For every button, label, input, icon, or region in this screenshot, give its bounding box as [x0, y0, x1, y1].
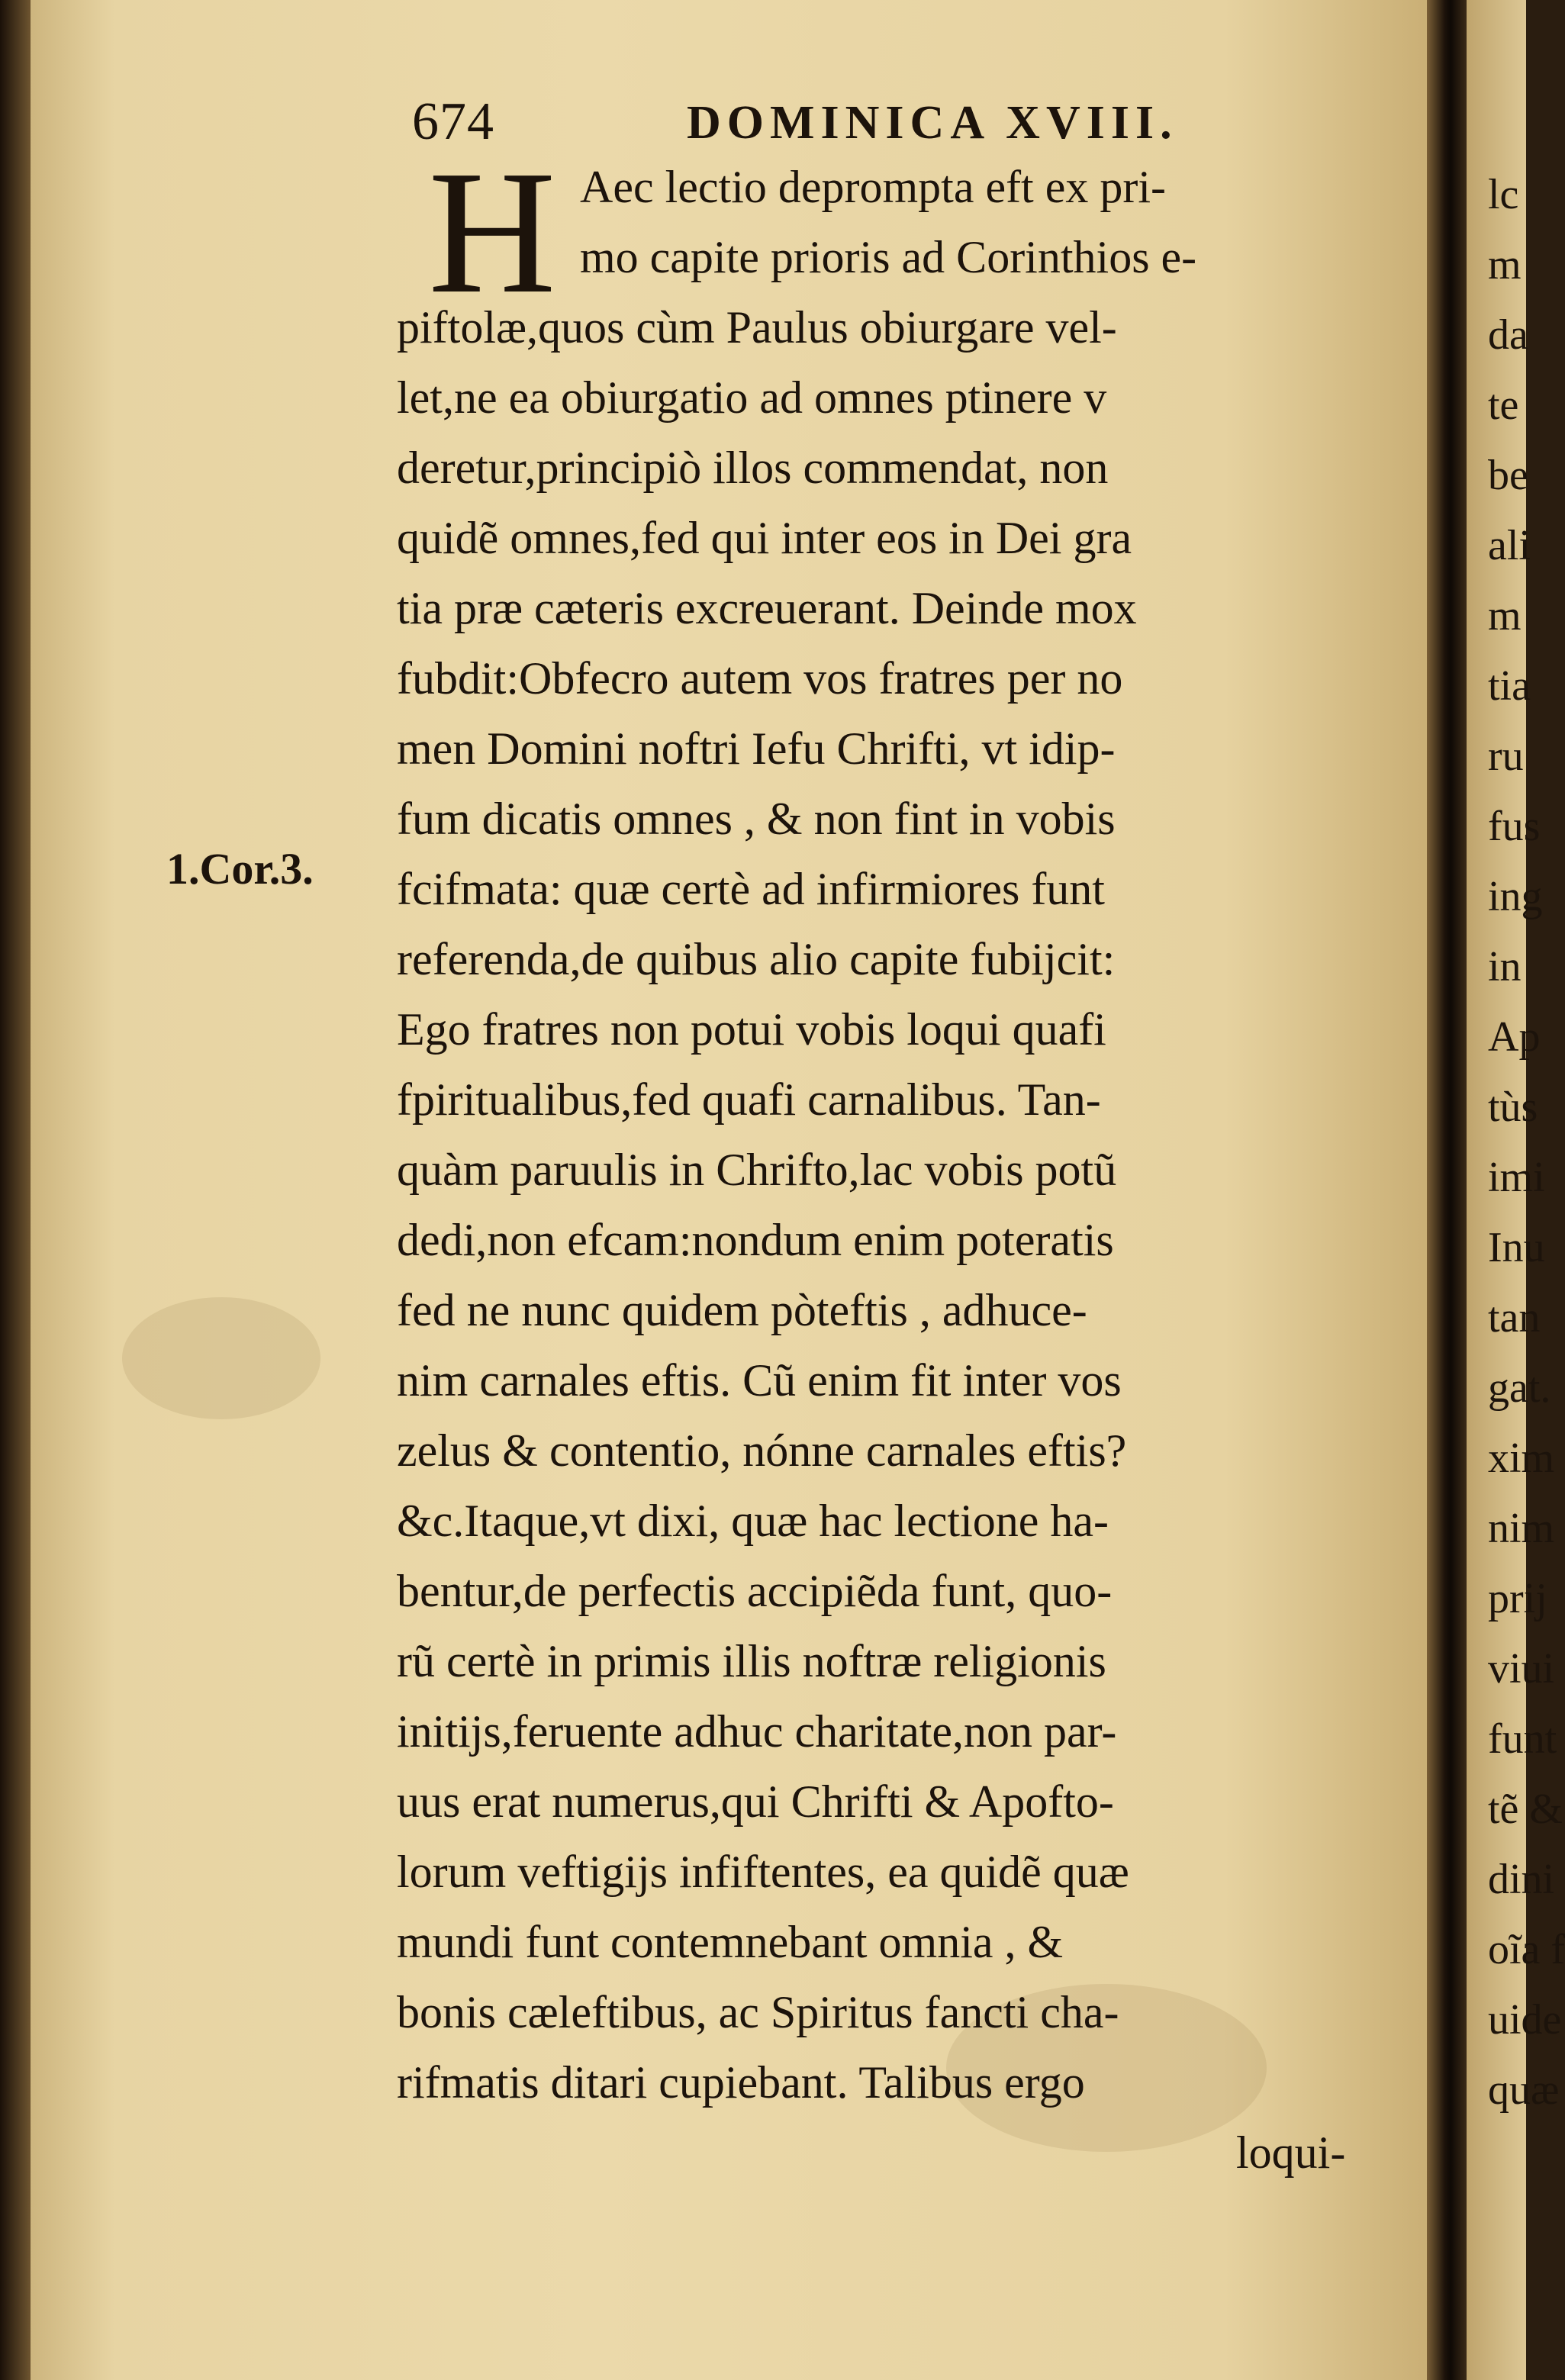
- right-text-fragment: ali: [1488, 522, 1531, 569]
- right-page: [1467, 0, 1565, 2380]
- right-text-fragment: oĩa f: [1488, 1926, 1565, 1973]
- right-text-fragment: lc: [1488, 171, 1519, 218]
- page-number: 674: [412, 92, 494, 151]
- right-text-fragment: tẽ &: [1488, 1786, 1563, 1833]
- text-line: men Domini noftri Iefu Chrifti, vt idip-: [397, 723, 1116, 774]
- margin-reference: 1.Cor.3.: [166, 844, 314, 894]
- right-text-fragment: be: [1488, 452, 1528, 499]
- right-text-fragment: tan: [1488, 1294, 1541, 1341]
- text-line: mo capite prioris ad Corinthios e-: [580, 232, 1197, 282]
- text-line: quidẽ omnes,fed qui inter eos in Dei gra: [397, 513, 1132, 563]
- right-text-fragment: nim: [1488, 1505, 1555, 1552]
- text-line: nim carnales eftis. Cũ enim fit inter vos: [397, 1355, 1122, 1406]
- right-text-fragment: ru: [1488, 733, 1524, 780]
- right-text-fragment: m: [1488, 241, 1522, 288]
- right-text-fragment: funt: [1488, 1715, 1557, 1763]
- text-line: dedi,non efcam:nondum enim poteratis: [397, 1215, 1114, 1265]
- right-text-fragment: uide: [1488, 1996, 1562, 2043]
- right-text-fragment: dini: [1488, 1856, 1555, 1903]
- right-text-fragment: in: [1488, 943, 1522, 990]
- text-line: Ego fratres non potui vobis loqui quafi: [397, 1004, 1106, 1055]
- right-text-fragment: gat.: [1488, 1364, 1551, 1412]
- right-text-fragment: ing: [1488, 873, 1543, 920]
- right-text-fragment: fus: [1488, 803, 1541, 850]
- book-gutter: [1427, 0, 1467, 2380]
- text-line: mundi funt contemnebant omnia , &: [397, 1917, 1064, 1967]
- right-text-fragment: Ap: [1488, 1013, 1541, 1061]
- text-line: fed ne nunc quidem pòteftis , adhuce-: [397, 1285, 1087, 1335]
- paper-stain: [122, 1297, 320, 1419]
- text-line: let,ne ea obiurgatio ad omnes ptinere v: [397, 372, 1107, 423]
- text-line: bonis cæleftibus, ac Spiritus fancti cha-: [397, 1987, 1119, 2037]
- text-line: initijs,feruente adhuc charitate,non par-: [397, 1706, 1117, 1757]
- right-text-fragment: quæ: [1488, 2066, 1560, 2114]
- right-text-fragment: tùs: [1488, 1084, 1538, 1131]
- text-line: piftolæ,quos cùm Paulus obiurgare vel-: [397, 302, 1117, 353]
- right-text-fragment: xim: [1488, 1435, 1555, 1482]
- text-line: lorum veftigijs infiftentes, ea quidẽ quæ: [397, 1847, 1129, 1897]
- text-line: fum dicatis omnes , & non fint in vobis: [397, 794, 1116, 844]
- text-line: deretur,principiò illos commendat, non: [397, 443, 1109, 493]
- text-line: rũ certè in primis illis noftræ religionis: [397, 1636, 1106, 1686]
- text-line: &c.Itaque,vt dixi, quæ hac lectione ha-: [397, 1496, 1109, 1546]
- right-text-fragment: imi: [1488, 1154, 1545, 1201]
- right-text-fragment: Inu: [1488, 1224, 1545, 1271]
- right-text-fragment: viui: [1488, 1645, 1555, 1692]
- catchword: loqui-: [1236, 2127, 1346, 2178]
- text-line: fpiritualibus,fed quafi carnalibus. Tan-: [397, 1074, 1101, 1125]
- text-line: fcifmata: quæ certè ad infirmiores funt: [397, 864, 1105, 914]
- text-line: fubdit:Obfecro autem vos fratres per no: [397, 653, 1123, 704]
- text-line: rifmatis ditari cupiebant. Talibus ergo: [397, 2057, 1085, 2108]
- text-line: uus erat numerus,qui Chrifti & Apofto-: [397, 1776, 1114, 1827]
- right-text-fragment: te: [1488, 382, 1519, 429]
- text-line: bentur,de perfectis accipiẽda funt, quo-: [397, 1566, 1113, 1616]
- text-line: Aec lectio deprompta eft ex pri-: [580, 162, 1166, 212]
- text-line: referenda,de quibus alio capite fubijcit:: [397, 934, 1116, 984]
- page-edge-left: [0, 0, 31, 2380]
- drop-cap: H: [428, 134, 556, 330]
- text-line: quàm paruulis in Chrifto,lac vobis potũ: [397, 1145, 1117, 1195]
- right-text-fragment: tia: [1488, 662, 1531, 710]
- text-line: zelus & contentio, nónne carnales eftis?: [397, 1425, 1127, 1476]
- right-text-fragment: da: [1488, 311, 1528, 359]
- running-head: DOMINICA XVIII.: [687, 97, 1178, 149]
- right-text-fragment: prij: [1488, 1575, 1547, 1622]
- right-text-fragment: m: [1488, 592, 1522, 639]
- text-line: tia præ cæteris excreuerant. Deinde mox: [397, 583, 1137, 633]
